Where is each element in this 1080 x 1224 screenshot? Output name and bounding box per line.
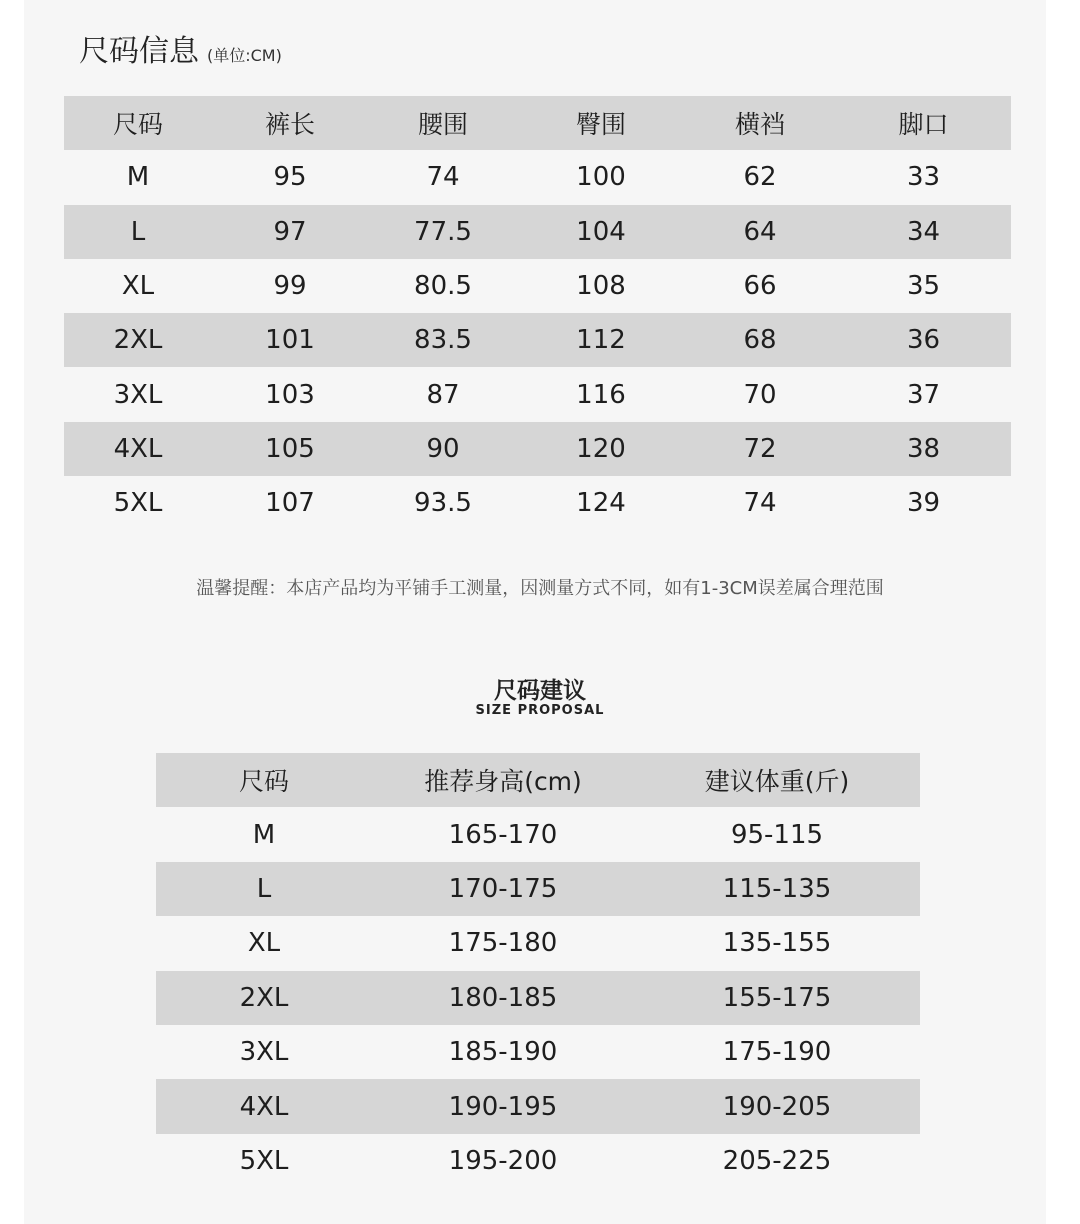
table-cell: 62 — [743, 162, 777, 193]
table-row — [156, 1025, 920, 1079]
header-cell: 脚口 — [836, 96, 1011, 150]
table-cell: 80.5 — [414, 271, 472, 302]
table-cell: 205-225 — [722, 1145, 832, 1176]
header-cell: 臀围 — [518, 96, 684, 150]
table-cell: 105 — [212, 422, 368, 476]
table-cell: 37 — [906, 379, 941, 410]
table-cell: 34 — [836, 205, 1011, 259]
table-cell: 36 — [836, 313, 1011, 367]
size-proposal-subtitle: SIZE PROPOSAL — [475, 703, 605, 718]
size-info-table — [64, 96, 1011, 530]
table-cell: 124 — [576, 488, 626, 519]
table-cell: 165-170 — [448, 819, 558, 850]
table-cell: 66 — [743, 271, 777, 302]
table-cell: 180-185 — [372, 971, 634, 1025]
table-cell: 175-180 — [448, 928, 558, 959]
table-cell: 104 — [518, 205, 684, 259]
table-cell: 70 — [743, 379, 777, 410]
table-cell: 185-190 — [448, 1037, 558, 1068]
table-cell: 74 — [426, 162, 460, 193]
table-cell: 77.5 — [368, 205, 518, 259]
table-cell: 155-175 — [634, 971, 920, 1025]
unit-label: (单位:CM) — [207, 46, 282, 65]
table-cell: 101 — [212, 313, 368, 367]
table-cell: 115-135 — [634, 862, 920, 916]
header-cell: 尺码 — [156, 753, 372, 807]
table-cell: XL — [121, 271, 155, 302]
table-cell: 120 — [518, 422, 684, 476]
table-cell: L — [64, 205, 212, 259]
table-cell: 5XL — [113, 488, 163, 519]
table-cell: M — [252, 819, 276, 850]
table-cell: 3XL — [113, 379, 163, 410]
table-cell: 108 — [576, 271, 626, 302]
table-cell: 38 — [836, 422, 1011, 476]
table-cell: 35 — [906, 271, 941, 302]
header-cell: 横裆 — [684, 96, 836, 150]
table-cell: 39 — [906, 488, 941, 519]
table-cell: 97 — [212, 205, 368, 259]
table-row — [64, 259, 1011, 313]
table-row — [64, 422, 1011, 476]
table-cell: 2XL — [64, 313, 212, 367]
table-cell: 195-200 — [448, 1145, 558, 1176]
table-cell: 87 — [426, 379, 460, 410]
table-cell: 190-205 — [634, 1079, 920, 1133]
table-cell: 3XL — [239, 1037, 289, 1068]
table-cell: 83.5 — [368, 313, 518, 367]
table-cell: 74 — [743, 488, 777, 519]
size-info-heading: 尺码信息 — [79, 34, 199, 69]
header-cell: 推荐身高(cm) — [372, 753, 634, 807]
table-row — [64, 205, 1011, 259]
table-row — [156, 862, 920, 916]
table-row — [64, 150, 1011, 204]
table-row — [156, 1134, 920, 1188]
table-cell: 64 — [684, 205, 836, 259]
measurement-note: 温馨提醒：本店产品均为平铺手工测量，因测量方式不同，如有1-3CM误差属合理范围 — [196, 578, 884, 599]
table-cell: 33 — [906, 162, 941, 193]
table-cell: 95 — [273, 162, 307, 193]
table-row — [64, 367, 1011, 421]
table-cell: 4XL — [156, 1079, 372, 1133]
table-row — [156, 916, 920, 970]
table-row — [156, 971, 920, 1025]
header-cell: 裤长 — [212, 96, 368, 150]
table-cell: 99 — [273, 271, 307, 302]
table-cell: 4XL — [64, 422, 212, 476]
table-cell: 170-175 — [372, 862, 634, 916]
table-cell: 90 — [368, 422, 518, 476]
table-row — [156, 807, 920, 861]
table-cell: 116 — [576, 379, 626, 410]
table-cell: 112 — [518, 313, 684, 367]
table-row — [156, 1079, 920, 1133]
table-cell: 190-195 — [372, 1079, 634, 1133]
header-cell: 尺码 — [64, 96, 212, 150]
table-cell: 93.5 — [414, 488, 472, 519]
table-cell: 95-115 — [730, 819, 824, 850]
size-proposal-table — [156, 753, 920, 1188]
table-cell: 103 — [265, 379, 315, 410]
table-header-row — [156, 753, 920, 807]
header-cell: 建议体重(斤) — [634, 753, 920, 807]
size-info-title — [79, 26, 282, 70]
table-cell: L — [156, 862, 372, 916]
table-cell: XL — [247, 928, 281, 959]
size-proposal-title: 尺码建议 — [494, 678, 586, 704]
table-row — [64, 476, 1011, 530]
header-cell: 腰围 — [368, 96, 518, 150]
table-cell: 5XL — [239, 1145, 289, 1176]
table-cell: 107 — [265, 488, 315, 519]
table-cell: 72 — [684, 422, 836, 476]
table-cell: 68 — [684, 313, 836, 367]
table-cell: 2XL — [156, 971, 372, 1025]
table-cell: 100 — [576, 162, 626, 193]
table-row — [64, 313, 1011, 367]
table-cell: 135-155 — [722, 928, 832, 959]
table-cell: 175-190 — [722, 1037, 832, 1068]
table-cell: M — [126, 162, 150, 193]
table-header-row — [64, 96, 1011, 150]
